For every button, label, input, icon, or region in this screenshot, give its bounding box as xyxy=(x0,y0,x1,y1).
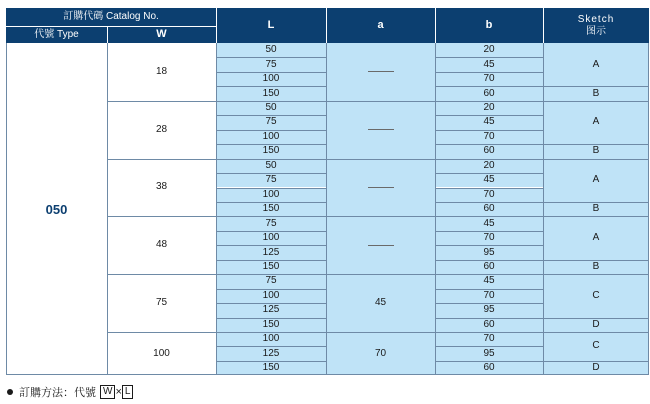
b-cell: 70 xyxy=(435,289,543,303)
row-divider xyxy=(435,57,543,58)
l-cell: 125 xyxy=(216,303,326,317)
a-dash xyxy=(368,187,394,188)
w-cell: 28 xyxy=(107,101,216,159)
type-header: 代號 Type xyxy=(6,26,107,43)
l-cell: 100 xyxy=(216,188,326,202)
header-divider xyxy=(6,26,216,27)
column-divider xyxy=(326,43,327,375)
l-cell: 100 xyxy=(216,289,326,303)
table-border xyxy=(6,43,7,375)
table-border xyxy=(648,43,649,375)
l-cell: 150 xyxy=(216,260,326,274)
l-cell: 75 xyxy=(216,57,326,71)
order-method-note xyxy=(7,384,133,400)
row-divider xyxy=(216,289,326,290)
row-divider xyxy=(435,361,543,362)
b-header: b xyxy=(435,8,543,43)
w-cell: 38 xyxy=(107,159,216,217)
row-divider xyxy=(216,318,326,319)
b-cell: 60 xyxy=(435,361,543,375)
a-value: 70 xyxy=(374,347,387,359)
row-divider xyxy=(435,260,543,261)
row-divider xyxy=(543,361,649,362)
row-divider xyxy=(216,346,326,347)
bullet-icon xyxy=(7,389,13,395)
row-divider xyxy=(435,231,543,232)
w-cell: 18 xyxy=(107,43,216,101)
l-cell: 150 xyxy=(216,202,326,216)
header-divider xyxy=(216,8,217,43)
row-divider xyxy=(216,361,326,362)
b-cell: 20 xyxy=(435,101,543,115)
row-divider xyxy=(543,260,649,261)
b-cell: 95 xyxy=(435,346,543,360)
w-cell: 75 xyxy=(107,274,216,332)
sketch-cell: C xyxy=(543,274,649,317)
sketch-header xyxy=(543,8,649,43)
group-divider xyxy=(107,216,649,217)
b-cell: 60 xyxy=(435,202,543,216)
header-divider xyxy=(543,8,544,43)
times-sign: × xyxy=(115,386,122,398)
sketch-cell: A xyxy=(543,101,649,144)
l-cell: 100 xyxy=(216,130,326,144)
row-divider xyxy=(435,289,543,290)
b-cell: 70 xyxy=(435,72,543,86)
row-divider xyxy=(435,173,543,174)
l-cell: 150 xyxy=(216,361,326,375)
sketch-cell: D xyxy=(543,318,649,332)
catalog-header: 訂購代碼 Catalog No. xyxy=(6,8,216,26)
column-divider xyxy=(435,43,436,375)
b-cell: 60 xyxy=(435,318,543,332)
row-divider xyxy=(435,72,543,73)
column-divider xyxy=(216,43,217,375)
b-cell: 70 xyxy=(435,231,543,245)
sketch-cell: A xyxy=(543,216,649,259)
l-cell: 50 xyxy=(216,101,326,115)
b-cell: 45 xyxy=(435,173,543,187)
header-divider xyxy=(107,26,108,43)
b-cell: 70 xyxy=(435,130,543,144)
b-cell: 45 xyxy=(435,57,543,71)
row-divider xyxy=(216,188,326,189)
row-divider xyxy=(216,231,326,232)
b-cell: 45 xyxy=(435,274,543,288)
l-cell: 100 xyxy=(216,231,326,245)
l-cell: 150 xyxy=(216,318,326,332)
row-divider xyxy=(543,86,649,87)
row-divider xyxy=(435,115,543,116)
row-divider xyxy=(435,86,543,87)
row-divider xyxy=(435,130,543,131)
sketch-cell: A xyxy=(543,43,649,86)
a-cell xyxy=(326,101,435,159)
b-cell: 60 xyxy=(435,144,543,158)
row-divider xyxy=(216,303,326,304)
row-divider xyxy=(435,188,543,189)
sketch-header-zh: 图示 xyxy=(586,25,606,37)
type-cell: 050 xyxy=(6,43,107,375)
w-cell: 48 xyxy=(107,216,216,274)
header-divider xyxy=(435,8,436,43)
row-divider xyxy=(543,318,649,319)
l-cell: 50 xyxy=(216,159,326,173)
a-header: a xyxy=(326,8,435,43)
sketch-cell: A xyxy=(543,159,649,202)
a-cell xyxy=(326,159,435,217)
a-cell xyxy=(326,274,435,332)
sketch-cell: B xyxy=(543,202,649,216)
row-divider xyxy=(216,202,326,203)
a-cell xyxy=(326,332,435,375)
catalog-table xyxy=(6,8,649,378)
w-cell: 100 xyxy=(107,332,216,375)
b-cell: 60 xyxy=(435,86,543,100)
row-divider xyxy=(216,173,326,174)
group-divider xyxy=(107,101,649,102)
b-cell: 95 xyxy=(435,303,543,317)
row-divider xyxy=(435,303,543,304)
row-divider xyxy=(216,260,326,261)
table-border xyxy=(6,374,649,375)
a-value: 45 xyxy=(374,297,387,309)
l-cell: 100 xyxy=(216,332,326,346)
group-divider xyxy=(107,274,649,275)
row-divider xyxy=(216,130,326,131)
a-dash xyxy=(368,245,394,246)
sketch-header-en: Sketch xyxy=(577,13,615,25)
b-cell: 60 xyxy=(435,260,543,274)
l-cell: 75 xyxy=(216,173,326,187)
row-divider xyxy=(435,202,543,203)
sketch-cell: C xyxy=(543,332,649,361)
row-divider xyxy=(543,144,649,145)
b-cell: 20 xyxy=(435,159,543,173)
row-divider xyxy=(216,245,326,246)
row-divider xyxy=(216,72,326,73)
w-box: W xyxy=(100,385,115,399)
l-header: L xyxy=(216,8,326,43)
l-cell: 75 xyxy=(216,216,326,230)
row-divider xyxy=(216,86,326,87)
sketch-cell: B xyxy=(543,144,649,158)
b-cell: 20 xyxy=(435,43,543,57)
row-divider xyxy=(216,144,326,145)
row-divider xyxy=(216,115,326,116)
row-divider xyxy=(435,144,543,145)
a-dash xyxy=(368,129,394,130)
l-box: L xyxy=(122,385,134,399)
row-divider xyxy=(216,57,326,58)
b-cell: 70 xyxy=(435,188,543,202)
l-cell: 50 xyxy=(216,43,326,57)
l-cell: 150 xyxy=(216,144,326,158)
group-divider xyxy=(107,159,649,160)
group-divider xyxy=(107,332,649,333)
a-cell xyxy=(326,43,435,101)
row-divider xyxy=(435,245,543,246)
b-cell: 45 xyxy=(435,216,543,230)
w-header: W xyxy=(107,26,216,43)
a-cell xyxy=(326,216,435,274)
row-divider xyxy=(435,318,543,319)
a-dash xyxy=(368,71,394,72)
row-divider xyxy=(543,202,649,203)
l-cell: 125 xyxy=(216,346,326,360)
order-method-label: 訂購方法：代號 xyxy=(19,387,96,399)
sketch-cell: B xyxy=(543,86,649,100)
l-cell: 75 xyxy=(216,115,326,129)
sketch-cell: B xyxy=(543,260,649,274)
row-divider xyxy=(435,346,543,347)
l-cell: 150 xyxy=(216,86,326,100)
b-cell: 45 xyxy=(435,115,543,129)
column-divider xyxy=(107,43,108,375)
l-cell: 75 xyxy=(216,274,326,288)
b-cell: 95 xyxy=(435,245,543,259)
header-divider xyxy=(326,8,327,43)
l-cell: 125 xyxy=(216,245,326,259)
b-cell: 70 xyxy=(435,332,543,346)
sketch-cell: D xyxy=(543,361,649,375)
column-divider xyxy=(543,43,544,375)
l-cell: 100 xyxy=(216,72,326,86)
